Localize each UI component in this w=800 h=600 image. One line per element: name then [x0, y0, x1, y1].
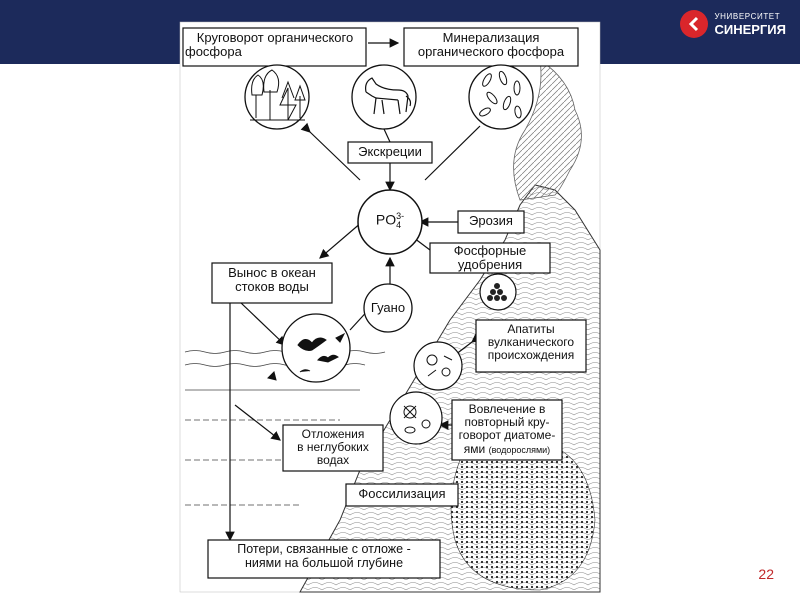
- birds-circle: [282, 314, 350, 382]
- runoff-label: Вынос в океан стоков воды: [228, 265, 316, 295]
- rock-deposit: [451, 440, 595, 590]
- page-number: 22: [758, 566, 774, 582]
- losses-label: Потери, связанные с отложе - ниями на большой глубине: [237, 542, 411, 570]
- sediments-label: Отложения в неглубоких водах: [297, 427, 369, 468]
- mineralization-label: Минерализация органического фосфора: [417, 30, 565, 60]
- logo-title: СИНЕРГИЯ: [714, 21, 786, 37]
- fossilization-label: Фоссилизация: [358, 486, 446, 501]
- logo-caption: УНИВЕРСИТЕТ: [714, 11, 781, 21]
- involvement-label: Вовлечение в повторный кру- говорот диатоме- ями (водорослями): [458, 402, 556, 456]
- organic-cycle-label: Круговорот органического фосфора: [185, 30, 354, 60]
- microbe-circle: [469, 65, 533, 129]
- erosion-label: Эрозия: [469, 213, 513, 228]
- excretions-label: Экскреции: [358, 144, 422, 159]
- apatites-label: Апатиты вулканического происхождения: [487, 322, 575, 363]
- guano-label: Гуано: [370, 300, 406, 315]
- phosphate-label: PO 3- 4: [375, 211, 405, 230]
- apatite-circle: [414, 342, 462, 390]
- fertilizers-label: Фосфорные удобрения: [453, 243, 527, 273]
